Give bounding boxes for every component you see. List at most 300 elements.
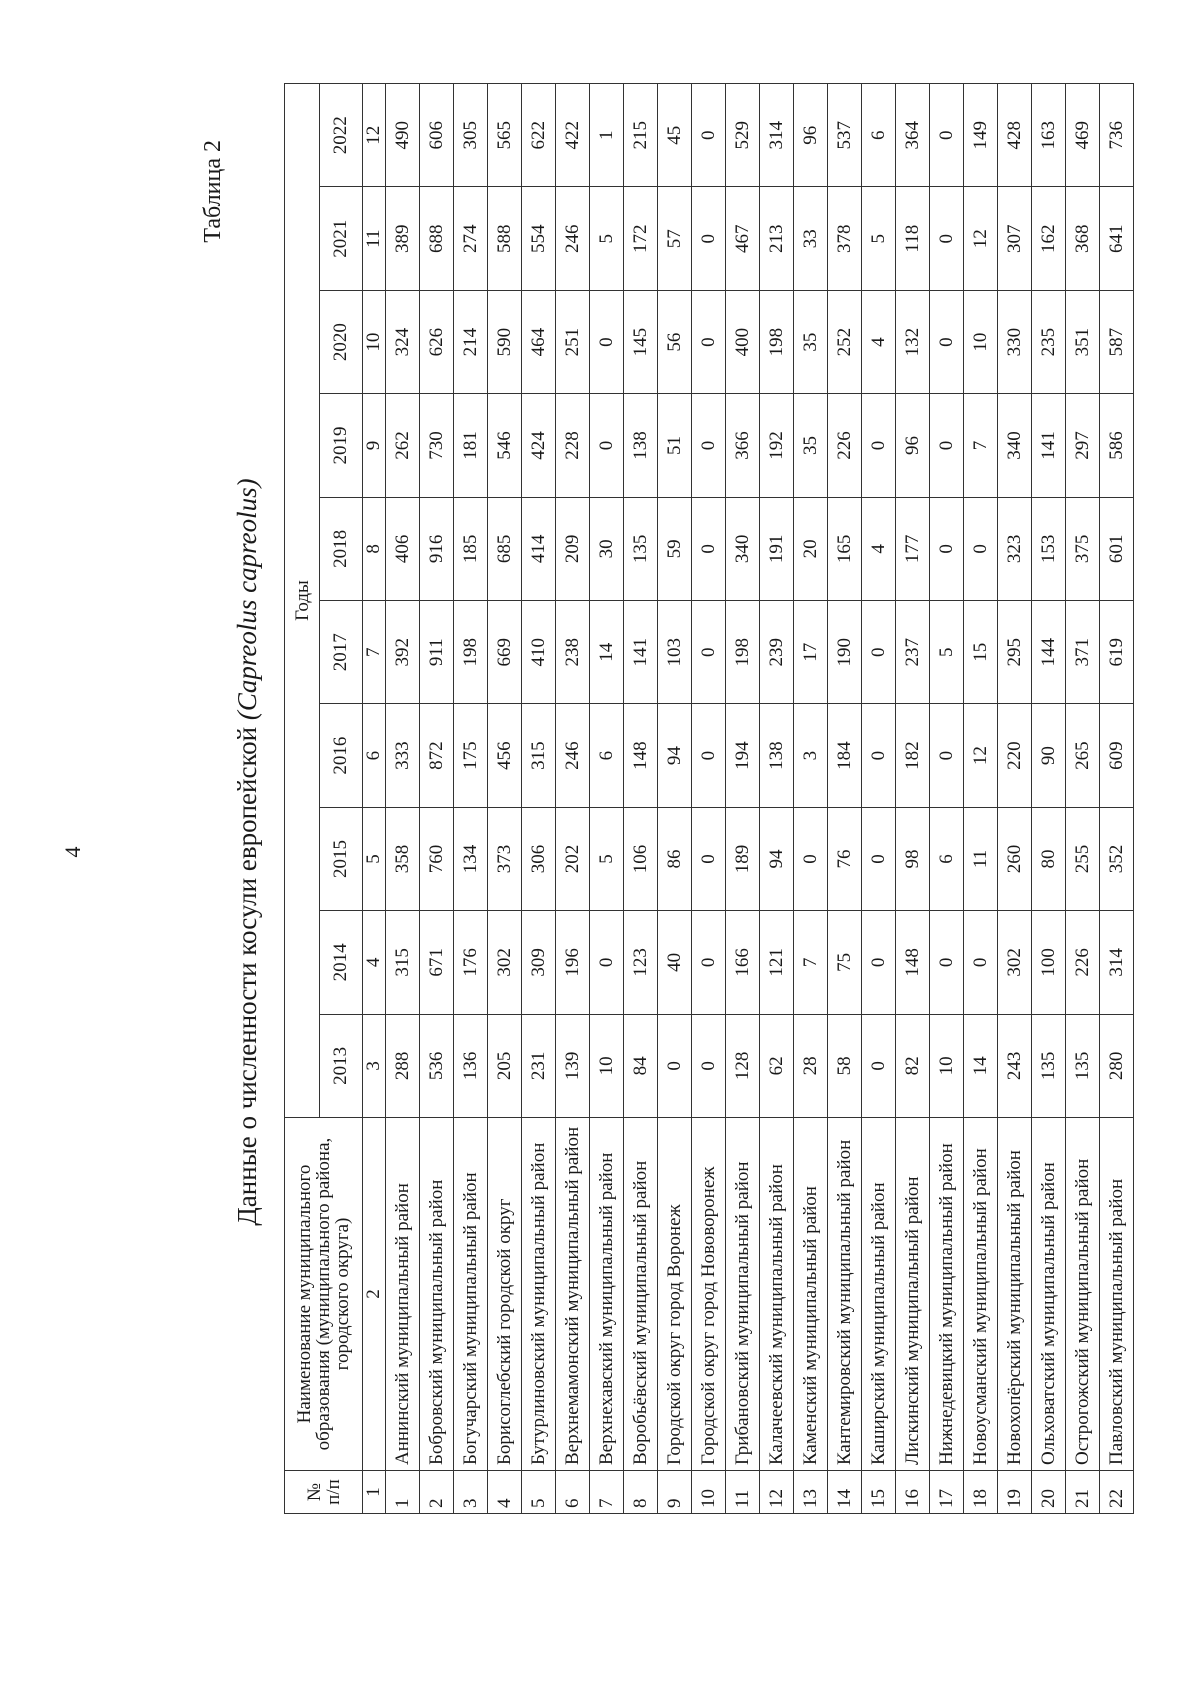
population-value: 7 (794, 911, 828, 1014)
population-value: 1 (590, 84, 624, 187)
population-value: 307 (998, 187, 1032, 290)
population-value: 622 (522, 84, 556, 187)
population-value: 0 (930, 497, 964, 600)
row-number: 2 (420, 1471, 454, 1514)
table-row (1100, 84, 1134, 1514)
population-value: 62 (760, 1014, 794, 1117)
population-value: 456 (488, 704, 522, 807)
population-value: 490 (386, 84, 420, 187)
population-value: 305 (454, 84, 488, 187)
population-value: 601 (1100, 497, 1134, 600)
population-value: 58 (828, 1014, 862, 1117)
population-value: 302 (998, 911, 1032, 1014)
population-value: 0 (794, 807, 828, 910)
row-number: 12 (760, 1471, 794, 1514)
population-value: 916 (420, 497, 454, 600)
table-row (420, 84, 454, 1514)
table-row (862, 84, 896, 1514)
population-value: 121 (760, 911, 794, 1014)
title-latin-name: (Capreolus capreolus) (232, 478, 262, 721)
column-index-cell: 5 (363, 807, 386, 910)
municipality-name: Аннинский муниципальный район (386, 1118, 420, 1471)
row-number: 5 (522, 1471, 556, 1514)
population-value: 5 (590, 187, 624, 290)
column-index-cell: 3 (363, 1014, 386, 1117)
population-value: 144 (1032, 601, 1066, 704)
table-row (556, 84, 590, 1514)
population-value: 205 (488, 1014, 522, 1117)
population-value: 246 (556, 704, 590, 807)
year-header: 2020 (320, 290, 363, 393)
population-value: 202 (556, 807, 590, 910)
population-value: 145 (624, 290, 658, 393)
row-number: 6 (556, 1471, 590, 1514)
population-value: 128 (726, 1014, 760, 1117)
header-municipality: Наименование муниципального образования (муниципального района, городского округа) (285, 1118, 363, 1471)
population-value: 0 (590, 394, 624, 497)
population-value: 669 (488, 601, 522, 704)
population-value: 238 (556, 601, 590, 704)
header-number: № п/п (285, 1471, 363, 1514)
municipality-name: Калачеевский муниципальный район (760, 1118, 794, 1471)
row-number: 14 (828, 1471, 862, 1514)
table-row (522, 84, 556, 1514)
municipality-name: Острогожский муниципальный район (1066, 1118, 1100, 1471)
population-value: 90 (1032, 704, 1066, 807)
population-value: 20 (794, 497, 828, 600)
population-value: 373 (488, 807, 522, 910)
population-value: 246 (556, 187, 590, 290)
population-value: 464 (522, 290, 556, 393)
municipality-name: Грибановский муниципальный район (726, 1118, 760, 1471)
year-header: 2013 (320, 1014, 363, 1117)
population-value: 149 (964, 84, 998, 187)
population-value: 213 (760, 187, 794, 290)
population-value: 5 (862, 187, 896, 290)
column-index-cell: 6 (363, 704, 386, 807)
table-row (1066, 84, 1100, 1514)
population-value: 194 (726, 704, 760, 807)
municipality-name: Ольховатский муниципальный район (1032, 1118, 1066, 1471)
population-value: 0 (964, 911, 998, 1014)
row-number: 11 (726, 1471, 760, 1514)
population-value: 10 (964, 290, 998, 393)
population-value: 220 (998, 704, 1032, 807)
table-row (930, 84, 964, 1514)
population-value: 94 (760, 807, 794, 910)
row-number: 15 (862, 1471, 896, 1514)
population-value: 28 (794, 1014, 828, 1117)
column-index-cell: 1 (363, 1471, 386, 1514)
column-index-cell: 4 (363, 911, 386, 1014)
table-label: Таблица 2 (200, 140, 226, 243)
population-value: 0 (930, 84, 964, 187)
population-value: 422 (556, 84, 590, 187)
population-value: 315 (522, 704, 556, 807)
population-value: 364 (896, 84, 930, 187)
population-value: 619 (1100, 601, 1134, 704)
row-number: 1 (386, 1471, 420, 1514)
population-value: 100 (1032, 911, 1066, 1014)
population-value: 132 (896, 290, 930, 393)
municipality-name: Верхнехавский муниципальный район (590, 1118, 624, 1471)
municipality-name: Бутурлиновский муниципальный район (522, 1118, 556, 1471)
row-number: 13 (794, 1471, 828, 1514)
population-value: 10 (590, 1014, 624, 1117)
population-value: 358 (386, 807, 420, 910)
column-index-cell: 12 (363, 84, 386, 187)
population-value: 0 (692, 1014, 726, 1117)
population-value: 165 (828, 497, 862, 600)
population-value: 135 (1066, 1014, 1100, 1117)
population-value: 0 (692, 807, 726, 910)
population-value: 196 (556, 911, 590, 1014)
population-value: 0 (930, 704, 964, 807)
population-value: 176 (454, 911, 488, 1014)
population-value: 123 (624, 911, 658, 1014)
municipality-name: Городской округ город Нововоронеж (692, 1118, 726, 1471)
population-value: 6 (862, 84, 896, 187)
population-value: 106 (624, 807, 658, 910)
column-index-cell: 2 (363, 1118, 386, 1471)
population-value: 251 (556, 290, 590, 393)
population-value: 3 (794, 704, 828, 807)
population-value: 0 (930, 394, 964, 497)
population-value: 75 (828, 911, 862, 1014)
population-value: 280 (1100, 1014, 1134, 1117)
population-value: 33 (794, 187, 828, 290)
population-value: 265 (1066, 704, 1100, 807)
population-value: 368 (1066, 187, 1100, 290)
municipality-name: Каменский муниципальный район (794, 1118, 828, 1471)
population-value: 136 (454, 1014, 488, 1117)
population-value: 730 (420, 394, 454, 497)
population-value: 537 (828, 84, 862, 187)
year-header: 2021 (320, 187, 363, 290)
municipality-name: Лискинский муниципальный район (896, 1118, 930, 1471)
population-value: 189 (726, 807, 760, 910)
year-header: 2022 (320, 84, 363, 187)
population-value: 0 (692, 497, 726, 600)
population-value: 260 (998, 807, 1032, 910)
header-years: Годы (285, 84, 320, 1118)
population-value: 84 (624, 1014, 658, 1117)
population-value: 45 (658, 84, 692, 187)
row-number: 19 (998, 1471, 1032, 1514)
table-row (794, 84, 828, 1514)
population-value: 10 (930, 1014, 964, 1117)
population-value: 209 (556, 497, 590, 600)
population-value: 0 (862, 807, 896, 910)
year-header: 2018 (320, 497, 363, 600)
population-value: 371 (1066, 601, 1100, 704)
population-value: 295 (998, 601, 1032, 704)
row-number: 17 (930, 1471, 964, 1514)
population-value: 414 (522, 497, 556, 600)
population-value: 671 (420, 911, 454, 1014)
row-number: 9 (658, 1471, 692, 1514)
population-value: 375 (1066, 497, 1100, 600)
population-value: 215 (624, 84, 658, 187)
population-value: 424 (522, 394, 556, 497)
population-value: 340 (726, 497, 760, 600)
population-value: 86 (658, 807, 692, 910)
population-value: 297 (1066, 394, 1100, 497)
population-value: 162 (1032, 187, 1066, 290)
municipality-name: Бобровский муниципальный район (420, 1118, 454, 1471)
population-value: 40 (658, 911, 692, 1014)
roe-deer-population-table (284, 83, 1134, 1514)
population-value: 239 (760, 601, 794, 704)
title-text: Данные о численности косули европейской (232, 726, 262, 1226)
table-row (726, 84, 760, 1514)
table-row (590, 84, 624, 1514)
population-value: 0 (862, 911, 896, 1014)
population-value: 306 (522, 807, 556, 910)
population-value: 324 (386, 290, 420, 393)
table-row (964, 84, 998, 1514)
population-value: 467 (726, 187, 760, 290)
population-value: 135 (624, 497, 658, 600)
population-value: 182 (896, 704, 930, 807)
population-value: 226 (828, 394, 862, 497)
document-title (232, 0, 263, 1704)
population-value: 302 (488, 911, 522, 1014)
population-value: 554 (522, 187, 556, 290)
population-value: 529 (726, 84, 760, 187)
population-value: 4 (862, 497, 896, 600)
population-value: 56 (658, 290, 692, 393)
row-number: 18 (964, 1471, 998, 1514)
population-value: 262 (386, 394, 420, 497)
population-value: 5 (590, 807, 624, 910)
population-value: 148 (896, 911, 930, 1014)
year-header: 2019 (320, 394, 363, 497)
population-value: 0 (692, 84, 726, 187)
population-value: 235 (1032, 290, 1066, 393)
population-value: 0 (692, 911, 726, 1014)
population-value: 185 (454, 497, 488, 600)
row-number: 3 (454, 1471, 488, 1514)
municipality-name: Верхнемамонский муниципальный район (556, 1118, 590, 1471)
population-value: 226 (1066, 911, 1100, 1014)
population-value: 0 (692, 290, 726, 393)
population-value: 138 (624, 394, 658, 497)
population-value: 0 (930, 911, 964, 1014)
population-value: 243 (998, 1014, 1032, 1117)
population-value: 141 (1032, 394, 1066, 497)
municipality-name: Городской округ город Воронеж (658, 1118, 692, 1471)
population-value: 214 (454, 290, 488, 393)
population-value: 469 (1066, 84, 1100, 187)
municipality-name: Каширский муниципальный район (862, 1118, 896, 1471)
population-value: 400 (726, 290, 760, 393)
population-value: 166 (726, 911, 760, 1014)
population-value: 148 (624, 704, 658, 807)
population-value: 198 (760, 290, 794, 393)
column-index-cell: 11 (363, 187, 386, 290)
population-value: 134 (454, 807, 488, 910)
population-value: 163 (1032, 84, 1066, 187)
municipality-name: Кантемировский муниципальный район (828, 1118, 862, 1471)
population-value: 138 (760, 704, 794, 807)
population-value: 76 (828, 807, 862, 910)
population-value: 274 (454, 187, 488, 290)
table-row (896, 84, 930, 1514)
population-value: 0 (590, 911, 624, 1014)
population-value: 366 (726, 394, 760, 497)
population-value: 406 (386, 497, 420, 600)
population-value: 378 (828, 187, 862, 290)
population-value: 135 (1032, 1014, 1066, 1117)
population-value: 760 (420, 807, 454, 910)
population-value: 606 (420, 84, 454, 187)
population-value: 57 (658, 187, 692, 290)
population-value: 255 (1066, 807, 1100, 910)
population-value: 14 (964, 1014, 998, 1117)
population-value: 736 (1100, 84, 1134, 187)
population-value: 59 (658, 497, 692, 600)
population-value: 139 (556, 1014, 590, 1117)
municipality-name: Новоусманский муниципальный район (964, 1118, 998, 1471)
population-value: 35 (794, 290, 828, 393)
population-value: 410 (522, 601, 556, 704)
population-value: 184 (828, 704, 862, 807)
population-value: 252 (828, 290, 862, 393)
population-value: 587 (1100, 290, 1134, 393)
population-value: 314 (760, 84, 794, 187)
column-index-cell: 10 (363, 290, 386, 393)
row-number: 10 (692, 1471, 726, 1514)
table-row (692, 84, 726, 1514)
row-number: 21 (1066, 1471, 1100, 1514)
population-value: 4 (862, 290, 896, 393)
population-value: 190 (828, 601, 862, 704)
population-value: 340 (998, 394, 1032, 497)
population-value: 314 (1100, 911, 1134, 1014)
table-row (454, 84, 488, 1514)
population-value: 309 (522, 911, 556, 1014)
page-number: 4 (60, 846, 85, 858)
population-value: 428 (998, 84, 1032, 187)
population-value: 685 (488, 497, 522, 600)
population-value: 96 (794, 84, 828, 187)
population-value: 98 (896, 807, 930, 910)
population-value: 0 (692, 394, 726, 497)
population-value: 103 (658, 601, 692, 704)
population-value: 82 (896, 1014, 930, 1117)
population-value: 0 (590, 290, 624, 393)
population-value: 0 (658, 1014, 692, 1117)
population-value: 641 (1100, 187, 1134, 290)
population-value: 351 (1066, 290, 1100, 393)
population-value: 392 (386, 601, 420, 704)
population-value: 17 (794, 601, 828, 704)
population-value: 35 (794, 394, 828, 497)
column-index-row (363, 84, 386, 1514)
population-value: 14 (590, 601, 624, 704)
population-value: 51 (658, 394, 692, 497)
column-index-cell: 8 (363, 497, 386, 600)
population-value: 688 (420, 187, 454, 290)
population-value: 198 (726, 601, 760, 704)
row-number: 20 (1032, 1471, 1066, 1514)
population-value: 153 (1032, 497, 1066, 600)
population-value: 6 (590, 704, 624, 807)
population-value: 7 (964, 394, 998, 497)
population-value: 228 (556, 394, 590, 497)
population-value: 118 (896, 187, 930, 290)
table-row (760, 84, 794, 1514)
table-row (386, 84, 420, 1514)
municipality-name: Богучарский муниципальный район (454, 1118, 488, 1471)
population-value: 546 (488, 394, 522, 497)
population-value: 352 (1100, 807, 1134, 910)
population-value: 172 (624, 187, 658, 290)
population-value: 192 (760, 394, 794, 497)
table-row (1032, 84, 1066, 1514)
population-value: 333 (386, 704, 420, 807)
population-value: 0 (862, 601, 896, 704)
population-value: 12 (964, 704, 998, 807)
population-value: 141 (624, 601, 658, 704)
population-value: 198 (454, 601, 488, 704)
population-value: 0 (862, 1014, 896, 1117)
population-value: 181 (454, 394, 488, 497)
municipality-name: Новохопёрский муниципальный район (998, 1118, 1032, 1471)
population-value: 0 (692, 601, 726, 704)
row-number: 7 (590, 1471, 624, 1514)
population-value: 315 (386, 911, 420, 1014)
row-number: 22 (1100, 1471, 1134, 1514)
municipality-name: Воробьёвский муниципальный район (624, 1118, 658, 1471)
population-value: 0 (862, 704, 896, 807)
year-header: 2014 (320, 911, 363, 1014)
population-value: 0 (964, 497, 998, 600)
population-value: 323 (998, 497, 1032, 600)
table-row (658, 84, 692, 1514)
municipality-name: Нижнедевицкий муниципальный район (930, 1118, 964, 1471)
municipality-name: Павловский муниципальный район (1100, 1118, 1134, 1471)
population-value: 175 (454, 704, 488, 807)
population-value: 911 (420, 601, 454, 704)
population-value: 177 (896, 497, 930, 600)
population-value: 191 (760, 497, 794, 600)
table-row (624, 84, 658, 1514)
table-header-row (285, 84, 320, 1514)
population-value: 565 (488, 84, 522, 187)
population-value: 0 (930, 187, 964, 290)
table-body (363, 84, 1134, 1514)
municipality-name: Борисоглебский городской округ (488, 1118, 522, 1471)
table-row (828, 84, 862, 1514)
population-value: 0 (692, 187, 726, 290)
year-header: 2017 (320, 601, 363, 704)
row-number: 16 (896, 1471, 930, 1514)
population-value: 15 (964, 601, 998, 704)
population-value: 288 (386, 1014, 420, 1117)
population-value: 588 (488, 187, 522, 290)
population-value: 11 (964, 807, 998, 910)
population-value: 6 (930, 807, 964, 910)
population-value: 609 (1100, 704, 1134, 807)
population-value: 389 (386, 187, 420, 290)
population-value: 94 (658, 704, 692, 807)
population-value: 0 (862, 394, 896, 497)
population-value: 626 (420, 290, 454, 393)
population-value: 231 (522, 1014, 556, 1117)
population-value: 30 (590, 497, 624, 600)
